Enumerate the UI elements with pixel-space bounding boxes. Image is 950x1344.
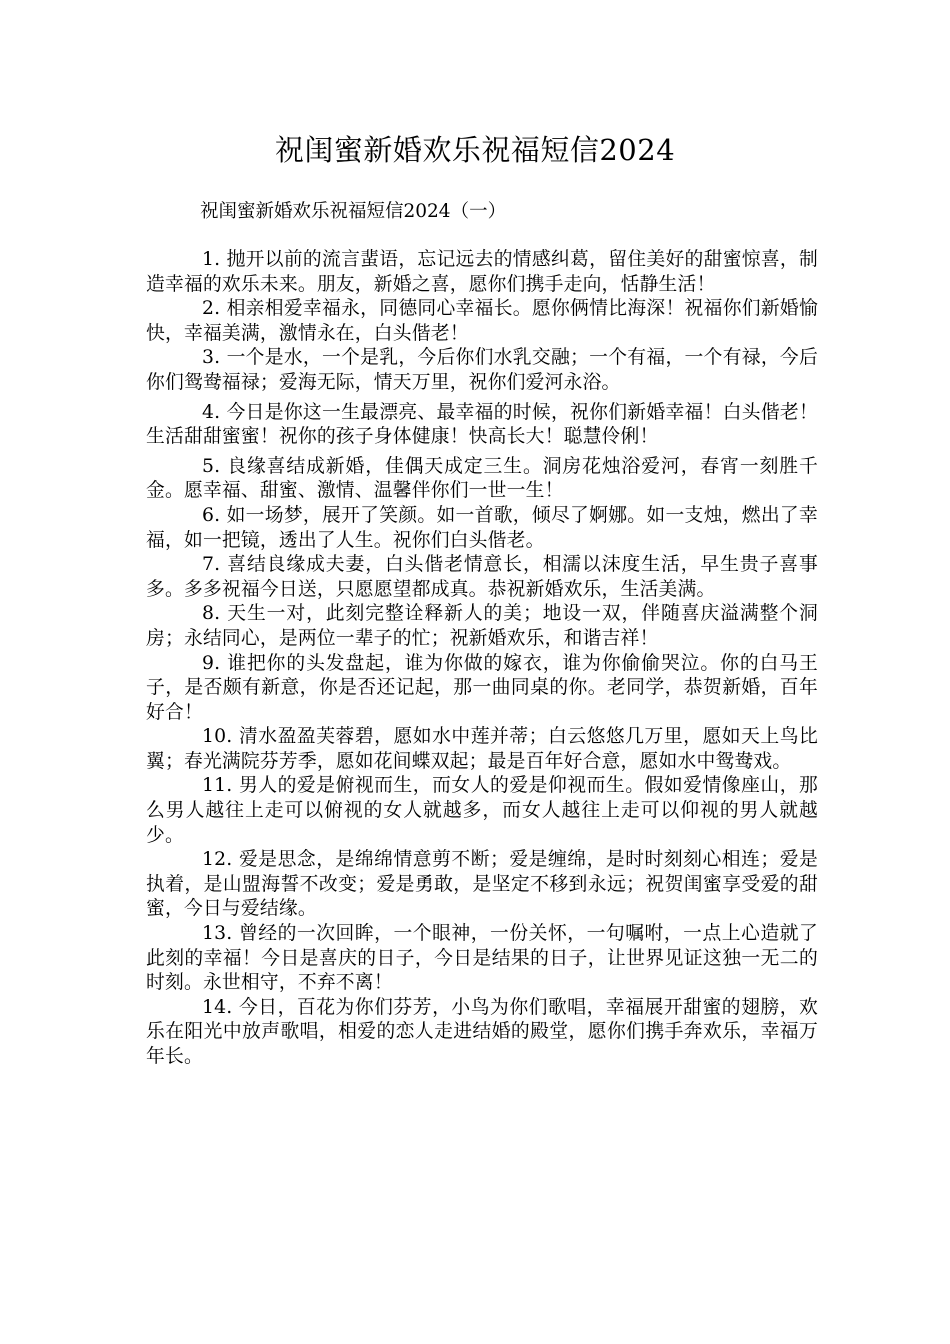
- paragraph-1: 1. 抛开以前的流言蜚语，忘记远去的情感纠葛，留住美好的甜蜜惊喜，制造幸福的欢乐未来。朋友，新婚之喜，愿你们携手走向，恬静生活！: [146, 249, 818, 295]
- paragraph-9: 9. 谁把你的头发盘起，谁为你做的嫁衣，谁为你偷偷哭泣。你的白马王子，是否颇有新意，你是否还记起，那一曲同桌的你。老同学，恭贺新婚，百年好合！: [146, 652, 818, 723]
- paragraph-2: 2. 相亲相爱幸福永，同德同心幸福长。愿你俩情比海深！祝福你们新婚愉快，幸福美满，激情永在，白头偕老！: [146, 298, 818, 344]
- paragraph-7: 7. 喜结良缘成夫妻，白头偕老情意长，相濡以沫度生活，早生贵子喜事多。多多祝福今日送，只愿愿望都成真。恭祝新婚欢乐，生活美满。: [146, 554, 818, 600]
- document-subtitle: 祝闺蜜新婚欢乐祝福短信2024（一）: [200, 201, 507, 222]
- document-body: [146, 248, 818, 1070]
- paragraph-4: 4. 今日是你这一生最漂亮、最幸福的时候，祝你们新婚幸福！白头偕老！生活甜甜蜜蜜！祝你的孩子身体健康！快高长大！聪慧伶俐！: [146, 401, 818, 448]
- paragraph-11: 11. 男人的爱是俯视而生，而女人的爱是仰视而生。假如爱情像座山，那么男人越往上走可以俯视的女人就越多，而女人越往上走可以仰视的男人就越少。: [146, 775, 818, 846]
- paragraph-5: 5. 良缘喜结成新婚，佳偶天成定三生。洞房花烛浴爱河，春宵一刻胜千金。愿幸福、甜蜜、激情、温馨伴你们一世一生！: [146, 455, 818, 502]
- paragraph-10: 10. 清水盈盈芙蓉碧，愿如水中莲并蒂；白云悠悠几万里，愿如天上鸟比翼；春光满院芬芳季，愿如花间蝶双起；最是百年好合意，愿如水中鸳鸯戏。: [146, 726, 818, 772]
- paragraph-6: 6. 如一场梦，展开了笑颜。如一首歌，倾尽了婀娜。如一支烛，燃出了幸福，如一把镜，透出了人生。祝你们白头偕老。: [146, 504, 818, 551]
- paragraph-8: 8. 天生一对，此刻完整诠释新人的美；地设一双，伴随喜庆溢满整个洞房；永结同心，是两位一辈子的忙；祝新婚欢乐，和谐吉祥！: [146, 603, 818, 649]
- paragraph-12: 12. 爱是思念，是绵绵情意剪不断；爱是缠绵，是时时刻刻心相连；爱是执着，是山盟海誓不改变；爱是勇敢，是坚定不移到永远；祝贺闺蜜享受爱的甜蜜，今日与爱结缘。: [146, 849, 818, 920]
- paragraph-3: 3. 一个是水，一个是乳，今后你们水乳交融；一个有福，一个有禄，今后你们鸳鸯福禄；爱海无际，情天万里，祝你们爱河永浴。: [146, 347, 818, 393]
- paragraph-14: 14. 今日，百花为你们芬芳，小鸟为你们歌唱，幸福展开甜蜜的翅膀，欢乐在阳光中放声歌唱，相爱的恋人走进结婚的殿堂，愿你们携手奔欢乐，幸福万年长。: [146, 996, 818, 1067]
- paragraph-13: 13. 曾经的一次回眸，一个眼神，一份关怀，一句嘱咐，一点上心造就了此刻的幸福！今日是喜庆的日子，今日是结果的日子，让世界见证这独一无二的时刻。永世相守，不弃不离！: [146, 923, 818, 994]
- document-title: 祝闺蜜新婚欢乐祝福短信2024: [274, 133, 676, 167]
